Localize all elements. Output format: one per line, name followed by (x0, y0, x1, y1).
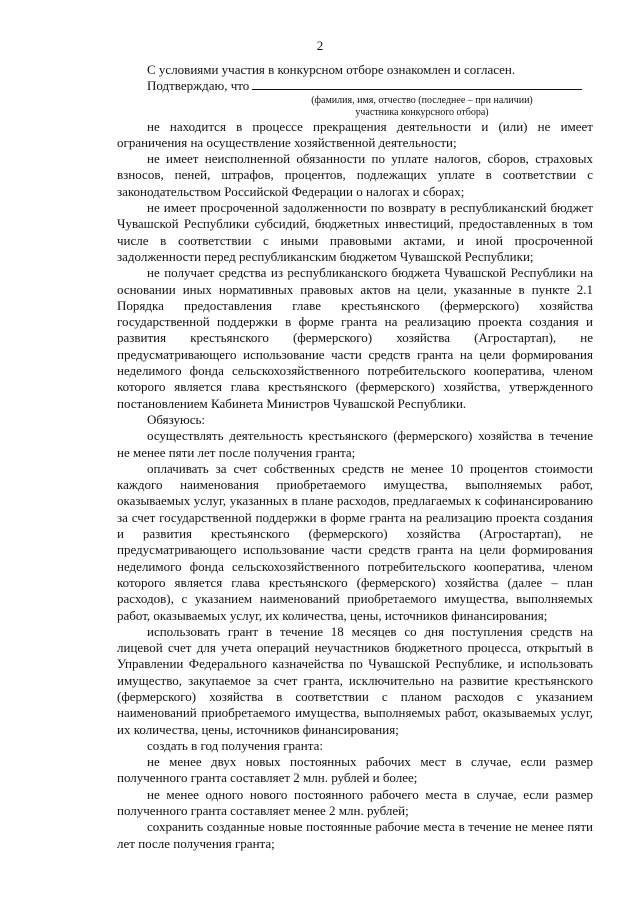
confirm-label: Подтверждаю, что (147, 78, 250, 94)
document-body (117, 62, 593, 852)
confirmation-line (117, 78, 593, 94)
obligation-header: Обязуюсь: (147, 411, 206, 427)
obligation-operate-five-years: осуществлять деятельность крестьянского (фермерского) хозяйства в течение не менее пяти лет после получения гранта; (117, 428, 593, 460)
condition-not-in-liquidation: не находится в процессе прекращения деятельности и (или) не имеет ограничения на осуществление хозяйственной деятельности; (117, 118, 593, 150)
obligation-keep-jobs: сохранить созданные новые постоянные рабочие места в течение не менее пяти лет после получения гранта; (117, 819, 593, 851)
condition-no-overdue-budget-debt: не имеет просроченной задолженности по возврату в республиканский бюджет Чувашской Республики субсидий, бюджетных инвестиций, предоставленных в том числе в соответствии с иными правовыми актами, и иной просроченной задолженности перед республиканским бюджетом Чувашской Республики; (117, 200, 593, 264)
blank-caption-line1: (фамилия, имя, отчество (последнее – при наличии) (311, 94, 533, 106)
obligation-two-jobs: не менее двух новых постоянных рабочих мест в случае, если размер полученного гранта составляет 2 млн. рублей и более; (117, 754, 593, 786)
blank-caption-line2: участника конкурсного отбора) (355, 106, 489, 118)
participant-name-blank (252, 88, 582, 90)
page-number: 2 (316, 38, 324, 53)
obligation-create-jobs-header: создать в год получения гранта: (147, 737, 323, 753)
intro-paragraph: С условиями участия в конкурсном отборе ознакомлен и согласен. (147, 62, 516, 77)
obligation-use-grant-18-months: использовать грант в течение 18 месяцев со дня поступления средств на лицевой счет для учета операций неучастников бюджетного процесса, открытый в Управлении Федерального казначейства по Чувашской Республике, и использовать имущество, закупаемое за счет гранта, исключительно на развитие крестьянского (фермерского) хозяйства в соответствии с планом расходов с указанием наименований приобретаемого имущества, выполняемых работ, оказываемых услуг, их количества, цены, источников финансирования; (117, 623, 593, 737)
condition-no-other-funding: не получает средства из республиканского бюджета Чувашской Республики на основании иных нормативных правовых актов на цели, указанные в пункте 2.1 Порядка предоставления главе крестьянского (фермерского) хозяйства государственной поддержки в форме гранта на реализацию проекта создания и развития крестьянского (фермерского) хозяйства (Агростартап), не предусматривающего использование части средств гранта на цели формирования неделимого фонда сельскохозяйственного потребительского кооператива, членом которого является глава крестьянского (фермерского) хозяйства, утвержденного постановлением Кабинета Министров Чувашской Республики. (117, 265, 593, 411)
obligation-cofinance-ten-percent: оплачивать за счет собственных средств не менее 10 процентов стоимости каждого наименования приобретаемого имущества, выполняемых работ, оказываемых услуг, указанных в плане расходов, предлагаемых к софинансированию за счет государственной поддержки в форме гранта на реализацию проекта создания и развития крестьянского (фермерского) хозяйства (Агростартап), не предусматривающего использование части средств гранта на цели формирования неделимого фонда сельскохозяйственного потребительского кооператива, членом которого является глава крестьянского (фермерского) хозяйства (далее – план расходов), с указанием наименований приобретаемого имущества, выполняемых работ, оказываемых услуг, их количества, цены, источников финансирования; (117, 460, 593, 623)
condition-no-tax-debt: не имеет неисполненной обязанности по уплате налогов, сборов, страховых взносов, пеней, штрафов, процентов, подлежащих уплате в соответствии с законодательством Российской Федерации о налогах и сборах; (117, 151, 593, 199)
obligation-one-job: не менее одного нового постоянного рабочего места в случае, если размер полученного гранта составляет менее 2 млн. рублей; (117, 786, 593, 819)
